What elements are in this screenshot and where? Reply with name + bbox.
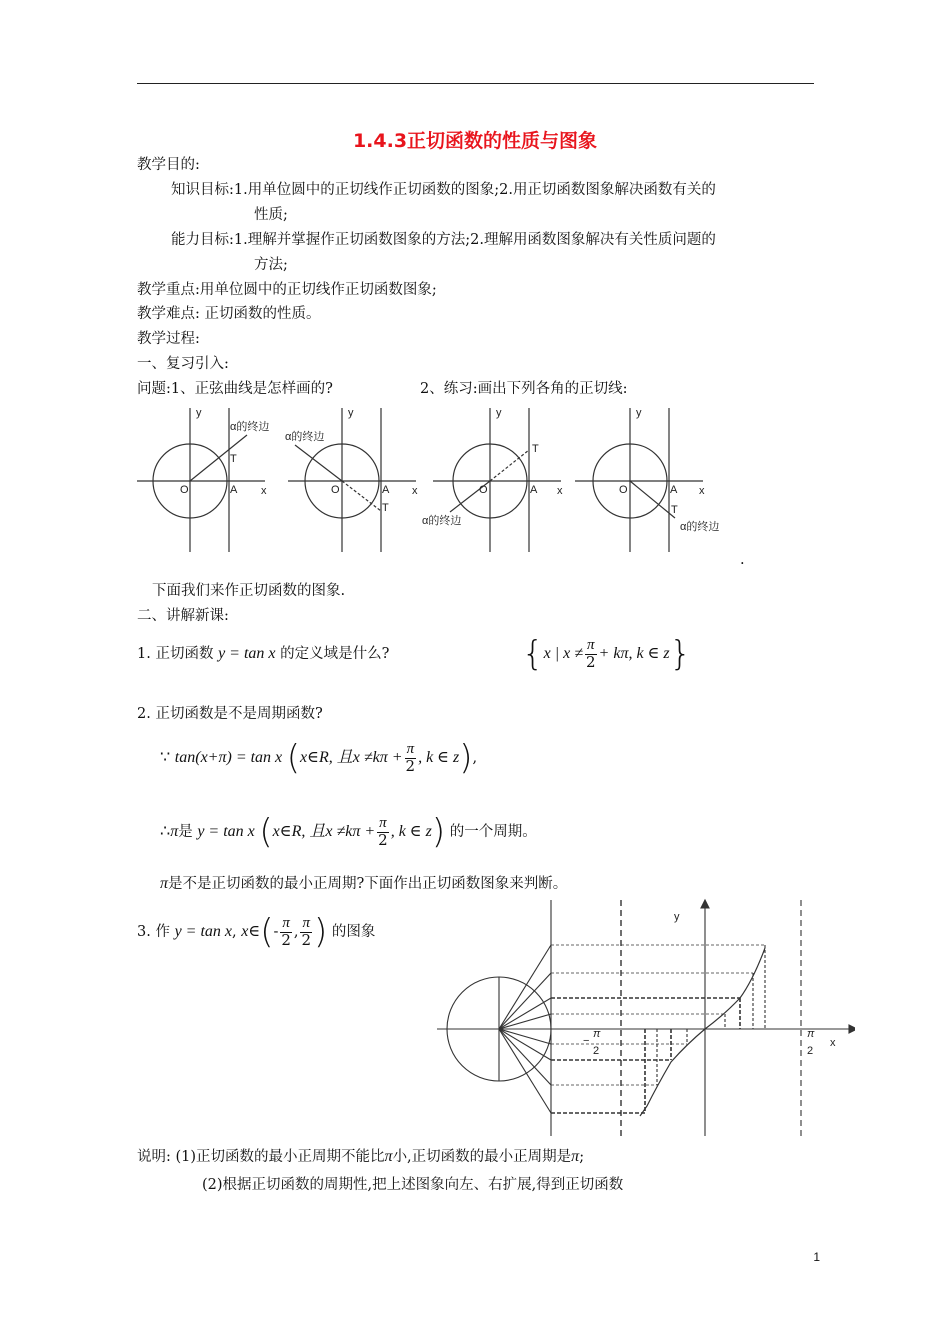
is-text: 是: [178, 824, 193, 840]
one-period-text: 的一个周期。: [449, 824, 537, 840]
process-heading: 教学过程:: [137, 331, 200, 347]
fig3-x-label: x: [557, 485, 563, 497]
section-1-heading: 一、复习引入:: [137, 356, 229, 372]
condition-head: x∈R, 且x ≠kπ +: [300, 749, 403, 766]
q3-x-in: x∈: [241, 923, 261, 940]
note1-pi-b: π: [571, 1148, 580, 1165]
conclusion-cond-head: x∈R, 且x ≠kπ +: [272, 823, 376, 840]
conclusion-cond-tail: , k ∈ z: [390, 823, 432, 840]
fig4-x-label: x: [699, 485, 705, 497]
tangent-graph-construction: [435, 898, 855, 1138]
question-left: 问题:1、正弦曲线是怎样画的?: [137, 381, 333, 397]
q3-comma: ,: [232, 924, 237, 940]
key-point: 教学重点:用单位圆中的正切线作正切函数图象;: [137, 282, 437, 298]
question-right: 2、练习:画出下列各角的正切线:: [420, 381, 628, 397]
half-pi-den: 2: [807, 1045, 814, 1057]
q1-suffix: 的定义域是什么?: [280, 646, 390, 662]
fig3-t-label: T: [532, 443, 539, 455]
ability-goal-cont: 方法;: [254, 257, 288, 273]
fig4-origin-label: O: [619, 484, 628, 496]
q3-suffix: 的图象: [331, 924, 376, 940]
conclusion-function: y = tan x: [197, 823, 255, 840]
q3-text: 3. 作 y = tan x, x∈(- $\frac{\pi}{2}$ , $\frac{\pi}{2}$ ) 的图象: [137, 912, 376, 952]
period-conclusion: ∴π是 y = tan x (x∈R, 且x ≠kπ + $\frac{\pi}{2}$ , k ∈ z) 的一个周期。: [160, 812, 537, 852]
stray-period: .: [740, 552, 745, 568]
ability-goal: 能力目标:1.理解并掌握作正切函数图象的方法;2.理解用函数图象解决有关性质问题的: [171, 232, 716, 248]
note1-pi-a: π: [384, 1148, 393, 1165]
q3-neg: -: [273, 924, 279, 940]
conclusion-pi: π: [379, 814, 387, 831]
note1-prefix: 说明: (1)正切函数的最小正周期不能比: [137, 1149, 385, 1165]
fig2-t-label: T: [382, 502, 389, 514]
q1-text: [137, 642, 389, 663]
periodicity-statement: ∵ tan(x+π) = tan x (x∈R, 且x ≠kπ + $\frac{\pi}{2}$ , k ∈ z),: [160, 738, 478, 778]
graph-y-label: y: [674, 911, 680, 923]
fig2-x-label: x: [412, 485, 418, 497]
fig2-a-label: A: [382, 484, 390, 496]
q3-pi-b: π: [302, 914, 310, 931]
min-period-question: [160, 872, 567, 893]
page-number: 1: [813, 1250, 820, 1264]
fig3-origin-label: O: [479, 484, 488, 496]
domain-set-var: x | x ≠: [543, 645, 584, 662]
fig4-a-label: A: [670, 484, 678, 496]
note-2: (2)根据正切函数的周期性,把上述图象向左、右扩展,得到正切函数: [202, 1177, 624, 1193]
half-pi-num: π: [807, 1028, 815, 1040]
conclusion-two: 2: [378, 830, 388, 849]
neg-half-pi-num: π: [593, 1028, 601, 1040]
fig1-x-label: x: [261, 485, 267, 497]
fig1-origin-label: O: [180, 484, 189, 496]
fig3-y-label: y: [496, 407, 502, 419]
graph-x-label: x: [830, 1037, 836, 1049]
trailing-comma: ,: [472, 750, 478, 766]
pi-symbol-2: π: [160, 875, 169, 892]
domain-two: 2: [586, 652, 596, 671]
note1-mid: 小,正切函数的最小正周期是: [392, 1149, 572, 1165]
fig2-y-label: y: [348, 407, 354, 419]
fig4-t-label: T: [671, 504, 678, 516]
q3-two-b: 2: [301, 930, 312, 949]
fig3-a-label: A: [530, 484, 538, 496]
q2-text: 2. 正切函数是不是周期函数?: [137, 706, 323, 722]
intro-line: 下面我们来作正切函数的图象.: [152, 583, 346, 599]
tan-shift-identity: tan(x+π) = tan x: [174, 749, 283, 766]
fig4-y-label: y: [636, 407, 642, 419]
condition-two: 2: [405, 756, 416, 775]
fig3-terminal-side-label: α的终边: [422, 515, 462, 527]
q1-prefix: 1. 正切函数: [137, 646, 214, 662]
difficulty: 教学难点: 正切函数的性质。: [137, 306, 321, 322]
neg-half-pi-minus: −: [583, 1035, 590, 1047]
pi-symbol: π: [170, 823, 179, 840]
fig1-a-label: A: [230, 484, 238, 496]
neg-half-pi-den: 2: [593, 1045, 600, 1057]
knowledge-goal: 知识目标:1.用单位圆中的正切线作正切函数的图象;2.用正切函数图象解决函数有关的: [171, 182, 716, 198]
page-title: 1.4.3正切函数的性质与图象: [352, 130, 598, 152]
q3-sep: ,: [293, 924, 299, 940]
fig4-terminal-side-label: α的终边: [680, 521, 720, 533]
condition-pi: π: [406, 740, 415, 757]
section-2-heading: 二、讲解新课:: [137, 608, 229, 624]
top-rule: [137, 83, 814, 84]
fig2-terminal-side-label: α的终边: [285, 431, 325, 443]
domain-pi: π: [587, 636, 595, 653]
q3-two-a: 2: [281, 930, 291, 949]
tangent-line-figures: [135, 400, 755, 560]
knowledge-goal-cont: 性质;: [254, 207, 288, 223]
because-symbol: ∵: [160, 749, 171, 766]
domain-tail: + kπ, k ∈ z: [598, 645, 670, 662]
fig1-y-label: y: [196, 407, 202, 419]
fig1-terminal-side-label: α的终边: [230, 421, 270, 433]
q1-function: y = tan x: [218, 645, 276, 662]
q3-function: y = tan x: [174, 923, 233, 940]
q3-pi-a: π: [282, 914, 290, 931]
fig2-origin-label: O: [331, 484, 340, 496]
goals-heading: 教学目的:: [137, 157, 200, 173]
q1-domain-answer: {x | x ≠ $\frac{\pi}{2}$ + kπ, k ∈ z}: [522, 634, 692, 674]
note1-end: ;: [579, 1149, 585, 1165]
q3-prefix: 3. 作: [137, 924, 170, 940]
therefore-symbol: ∴: [160, 823, 171, 840]
fig1-t-label: T: [230, 453, 237, 465]
condition-tail: , k ∈ z: [418, 749, 460, 766]
note-1: [137, 1145, 584, 1166]
min-period-text: 是不是正切函数的最小正周期?下面作出正切函数图象来判断。: [168, 876, 568, 892]
